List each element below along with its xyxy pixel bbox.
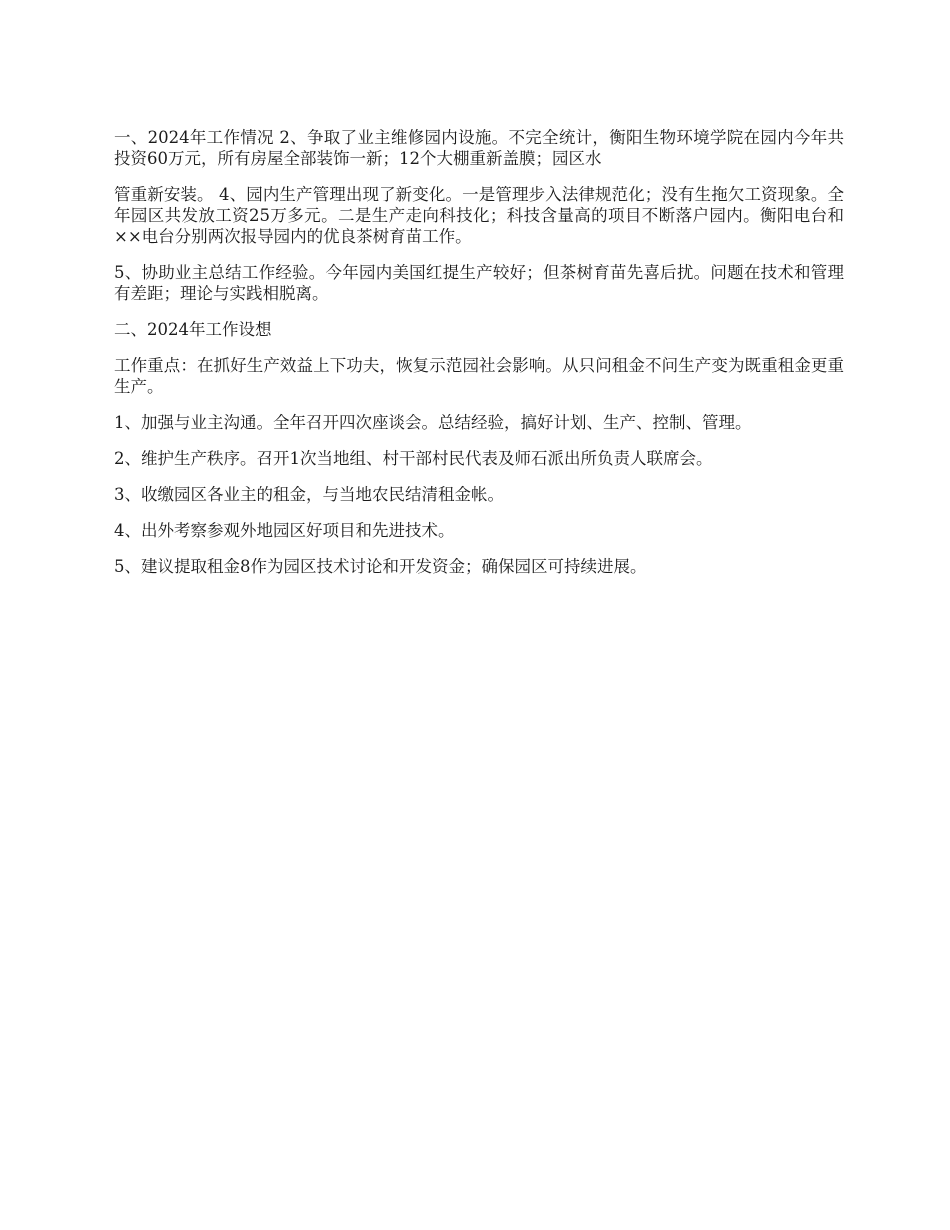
paragraph-work-status-intro: 一、2024年工作情况 2、争取了业主维修园内设施。不完全统计，衡阳生物环境学院在园内今年共投资60万元，所有房屋全部装饰一新；12个大棚重新盖膜；园区水 [114, 128, 844, 168]
list-item-production-order: 2、维护生产秩序。召开1次当地组、村干部村民代表及师石派出所负责人联席会。 [114, 449, 713, 468]
list-item-communication: 1、加强与业主沟通。全年召开四次座谈会。总结经验，搞好计划、生产、控制、管理。 [114, 413, 752, 432]
list-item-development-fund: 5、建议提取租金8作为园区技术讨论和开发资金；确保园区可持续进展。 [114, 557, 647, 576]
list-item-field-visits: 4、出外考察参观外地园区好项目和先进技术。 [114, 521, 455, 540]
paragraph-management-changes: 管重新安装。 4、园内生产管理出现了新变化。一是管理步入法律规范化；没有生拖欠工资现象。全年园区共发放工资25万多元。二是生产走向科技化；科技含量高的项目不断落户园内。衡阳电台和××电台分别两次报导园内的优良茶树育苗工作。 [114, 185, 844, 246]
list-item-rent-collection: 3、收缴园区各业主的租金，与当地农民结清租金帐。 [114, 485, 504, 504]
section-heading-plans: 二、2024年工作设想 [114, 320, 272, 339]
paragraph-experience-summary: 5、协助业主总结工作经验。今年园内美国红提生产较好；但茶树育苗先喜后扰。问题在技术和管理有差距；理论与实践相脱离。 [114, 263, 844, 303]
paragraph-work-focus: 工作重点：在抓好生产效益上下功夫，恢复示范园社会影响。从只问租金不问生产变为既重租金更重生产。 [114, 356, 844, 396]
document-body [114, 127, 844, 592]
